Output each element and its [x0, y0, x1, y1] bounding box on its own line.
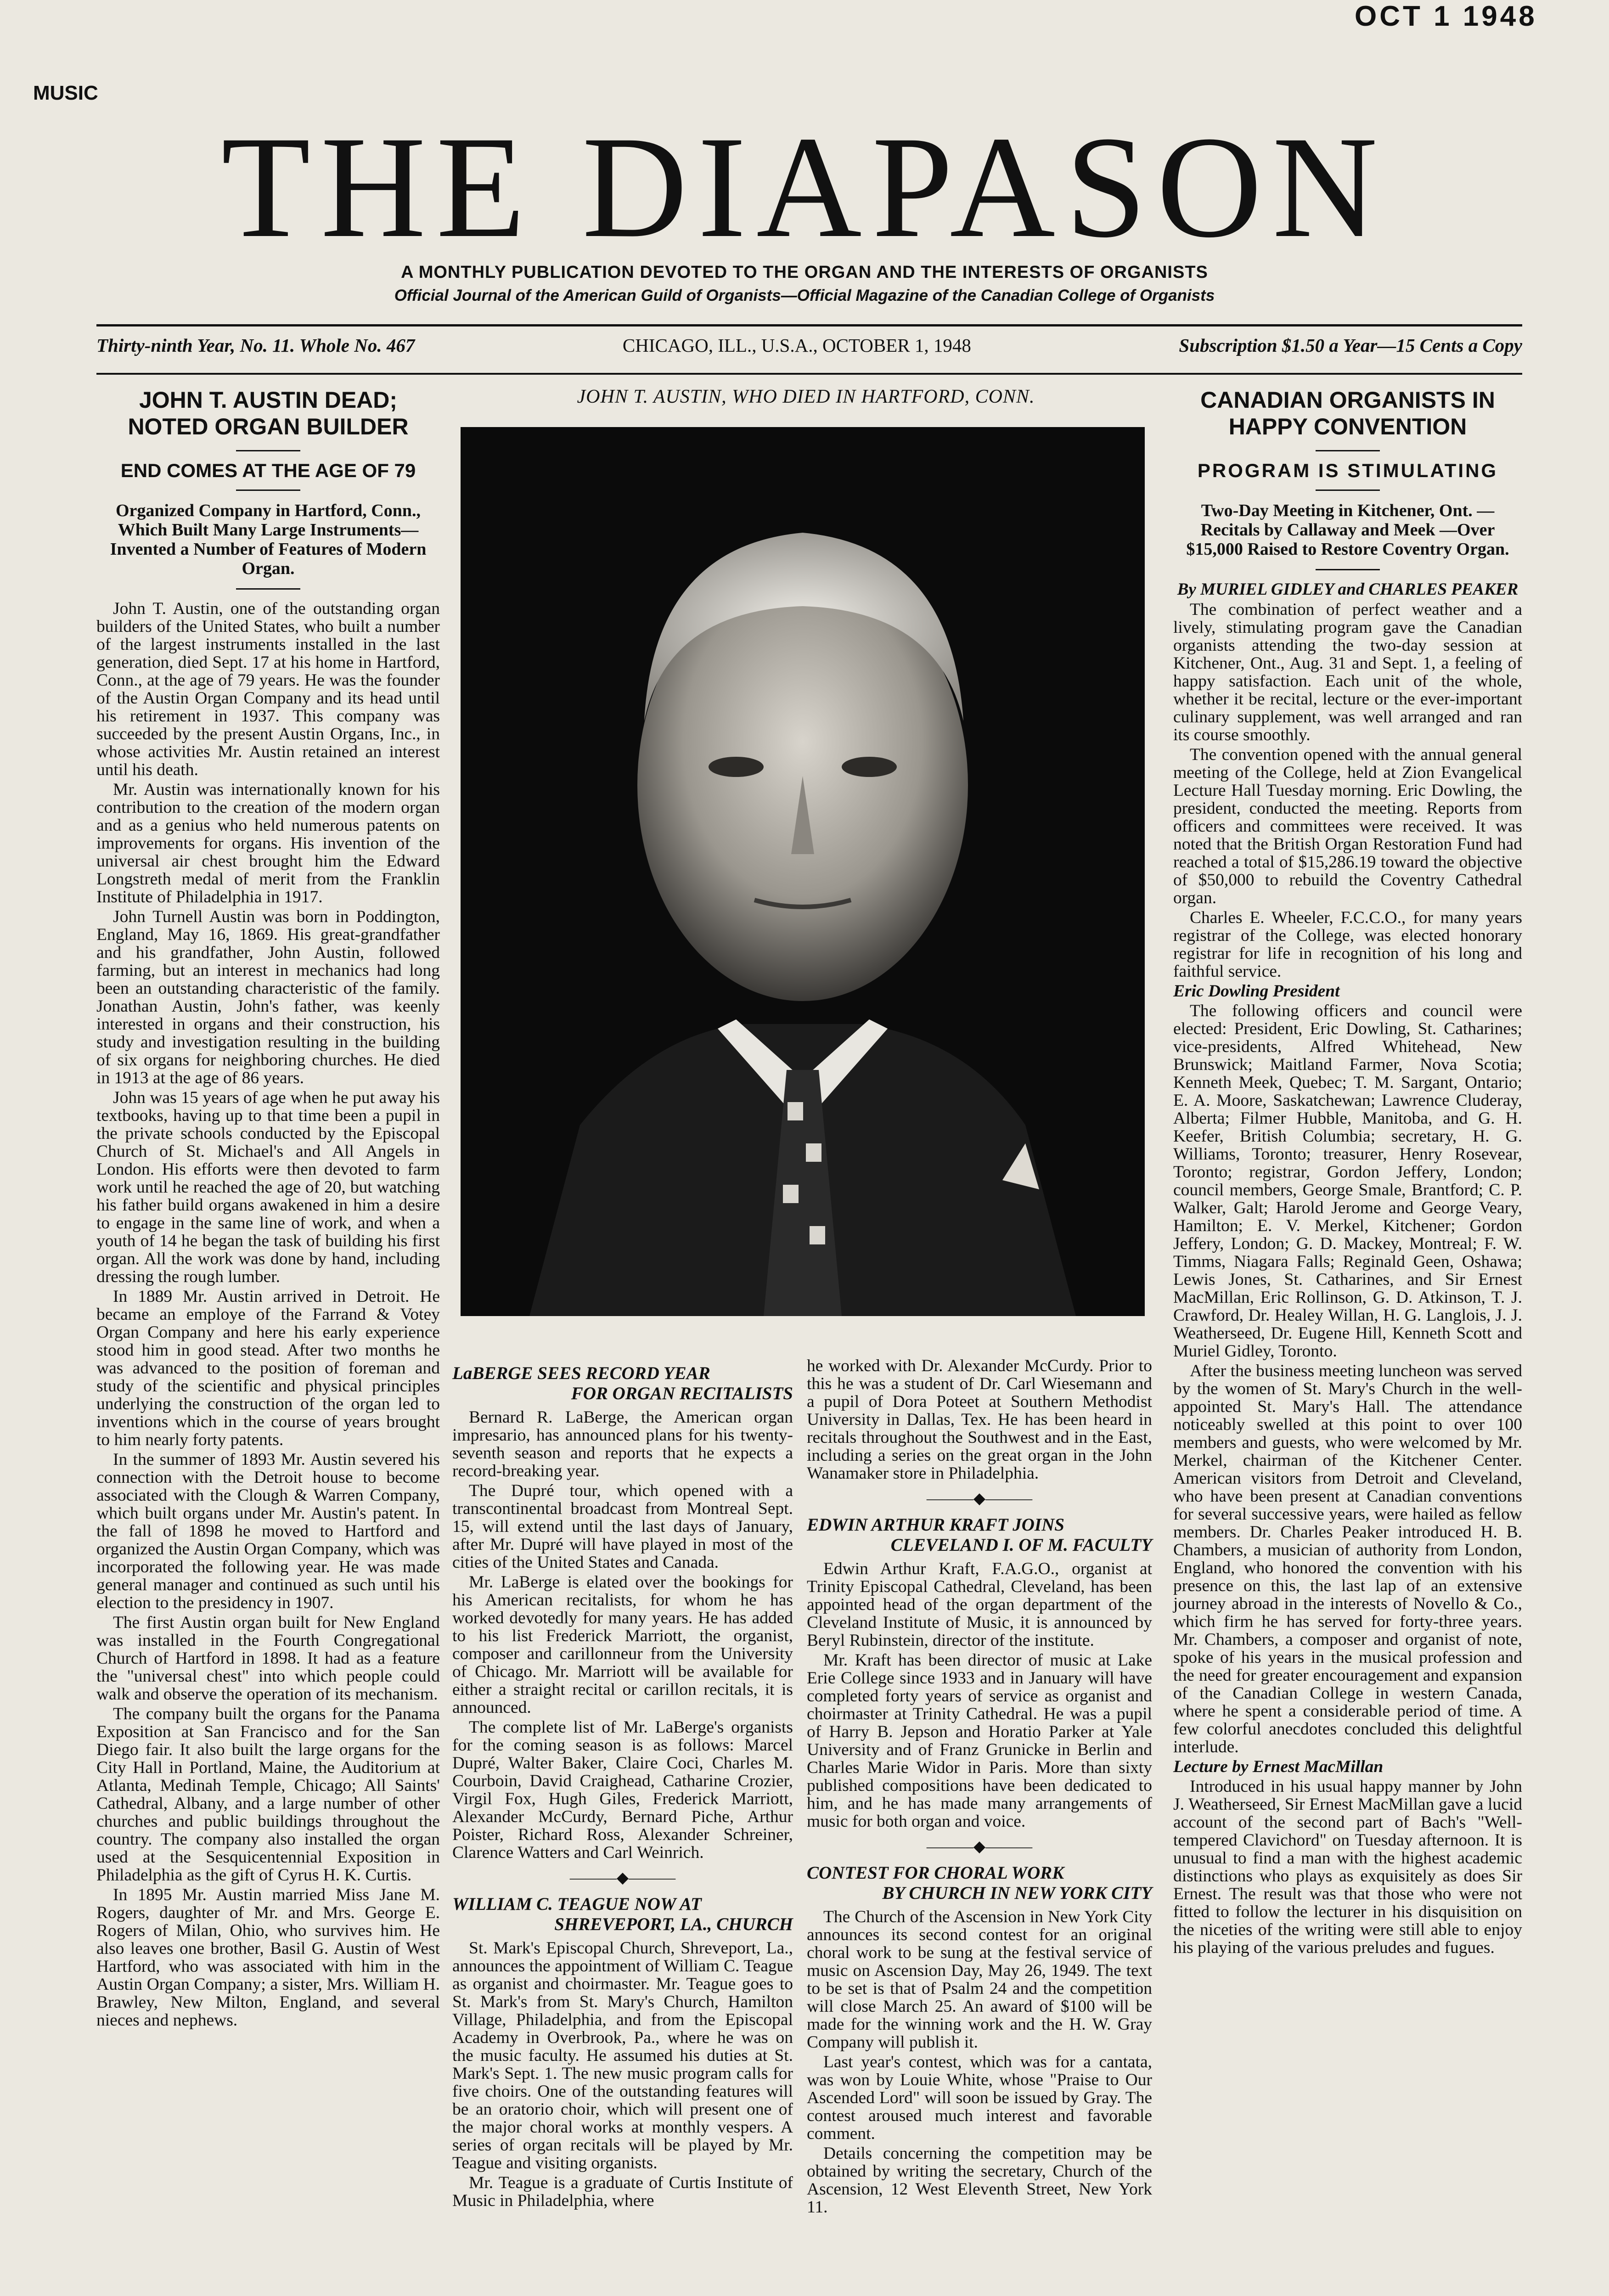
- article-paragraph: John was 15 years of age when he put away his textbooks, having up to that time been a pupil in the private schools conducted by the Episcopal Church of St. Michael's and All Angels in London. His efforts were then devoted to farm work until he reached the age of 20, but watching his father build organs awakened in him a desire to engage in the same line of work, and when a youth of 14 he began the task of building his first organ. All the work was done by hand, including dressing the rough lumber.: [96, 1088, 440, 1286]
- teague-headline: [452, 1894, 793, 1935]
- laberge-headline: [452, 1363, 793, 1404]
- kraft-headline-line1: EDWIN ARTHUR KRAFT JOINS: [807, 1515, 1064, 1535]
- divider: [236, 588, 300, 590]
- article-paragraph: Mr. Austin was internationally known for his contribution to the creation of the modern organ and as a genius who held numerous patents on improvements for organs. His invention of the universal air chest brought him the Edward Longstreth medal of merit from the Franklin Institute of Philadelphia in 1917.: [96, 780, 440, 906]
- subhead-lecture: Lecture by Ernest MacMillan: [1173, 1757, 1384, 1776]
- article-paragraph: Bernard R. LaBerge, the American organ impresario, has announced plans for his twenty-seventh season and reports that he expects a record-breaking year.: [452, 1408, 793, 1480]
- subhead-officers: Eric Dowling President: [1173, 982, 1340, 1001]
- masthead-title: THE DIAPASON: [221, 106, 1388, 268]
- article-paragraph: The complete list of Mr. LaBerge's organists for the coming season is as follows: Marcel Dupré, Walter Baker, Claire Coci, Charles M. Courboin, David Craighead, Catharine Crozier, Virgil Fox, Hugh Giles, Frederick Marriott, Alexander McCurdy, Bernard Piche, Arthur Poister, Richard Ross, Alexander Schreiner, Clarence Watters and Carl Weinrich.: [452, 1718, 793, 1862]
- dateline-bar: [96, 334, 1522, 356]
- contest-headline: [807, 1863, 1152, 1903]
- portrait-photo: [461, 427, 1145, 1316]
- article-paragraph: The following officers and council were elected: President, Eric Dowling, St. Catharines; vice-presidents, Alfred Whitehead, New Brunswick; Maitland Farmer, Nova Scotia; Kenneth Meek, Quebec; T. M. Sargant, Ontario; E. A. Moore, Saskatchewan; Lawrence Cluderay, Alberta; Filmer Hubble, Manitoba, and G. H. Keefer, British Columbia; secretary, H. G. Williams, Toronto; treasurer, Henry Rosevear, Toronto; registrar, Gordon Jeffery, London; council members, George Smale, Brantford; C. P. Walker, Galt; Harold Jerome and George Veary, Hamilton; E. V. Merkel, Kitchener; Gordon Jeffery, London; G. D. Mackey, Montreal; F. W. Timms, Niagara Falls; Reginald Geen, Oshawa; Lewis Jones, St. Catharines, and Sir Ernest MacMillan, Eric Rollinson, G. D. Atkinson, T. J. Crawford, Dr. Healey Willan, H. G. Langlois, J. J. Weatherseed, Dr. Eugene Hill, Kenneth Scott and Muriel Gidley, Toronto.: [1173, 1002, 1522, 1361]
- issue-info: Thirty-ninth Year, No. 11. Whole No. 467: [96, 335, 415, 356]
- article-paragraph: Mr. Teague is a graduate of Curtis Institute of Music in Philadelphia, where: [452, 2173, 793, 2210]
- article-paragraph: The convention opened with the annual general meeting of the College, held at Zion Evangelical Lecture Hall Tuesday morning. Eric Dowling, the president, conducted the meeting. Reports from officers and committees were received. It was noted that the British Organ Restoration Fund had reached a total of $15,286.19 toward the objective of $50,000 to rebuild the Coventry Cathedral organ.: [1173, 745, 1522, 907]
- diamond-divider: ———◆———: [926, 1838, 1033, 1855]
- divider: [236, 490, 300, 491]
- article-paragraph: Edwin Arthur Kraft, F.A.G.O., organist at Trinity Episcopal Cathedral, Cleveland, has been appointed head of the organ department of the Cleveland Institute of Music, it is announced by Beryl Rubinstein, director of the institute.: [807, 1559, 1152, 1650]
- divider: [1316, 490, 1380, 491]
- contest-headline-line2: BY CHURCH IN NEW YORK CITY: [882, 1883, 1152, 1903]
- rule-top: [96, 324, 1522, 326]
- austin-dek: Organized Company in Hartford, Conn., Which Built Many Large Instruments—Invented a Number of Features of Modern Organ.: [110, 501, 427, 578]
- article-paragraph: The Church of the Ascension in New York City announces its second contest for an original choral work to be sung at the festival service of music on Ascension Day, May 26, 1949. The text to be set is that of Psalm 24 and the competition will close March 25. An award of $100 will be made for the winning work and the H. W. Gray Company will publish it.: [807, 1908, 1152, 2052]
- diamond-divider: ———◆———: [569, 1869, 676, 1886]
- austin-article: [96, 387, 440, 2031]
- laberge-headline-line1: LaBERGE SEES RECORD YEAR: [452, 1363, 710, 1383]
- kraft-headline-line2: CLEVELAND I. OF M. FACULTY: [890, 1535, 1152, 1555]
- article-paragraph: John T. Austin, one of the outstanding organ builders of the United States, who built a number of the largest instruments installed in the last generation, died Sept. 17 at his home in Hartford, Conn., at the age of 79 years. He was the founder of the Austin Organ Company and its head until his retirement in 1937. This company was succeeded by the present Austin Organs, Inc., in whose activities Mr. Austin retained an interest until his death.: [96, 599, 440, 779]
- article-paragraph: The first Austin organ built for New England was installed in the Fourth Congregational Church of Hartford in 1898. It had as a feature the "universal chest" into which people could walk and observe the operation of its mechanism.: [96, 1613, 440, 1704]
- article-paragraph: Last year's contest, which was for a cantata, was won by Louie White, whose "Praise to Our Ascended Lord" will soon be issued by Gray. The contest aroused much interest and favorable comment.: [807, 2053, 1152, 2143]
- masthead-official-journal: Official Journal of the American Guild of Organists—Official Magazine of the Canadian College of Organists: [394, 287, 1215, 304]
- article-paragraph: Mr. Kraft has been director of music at Lake Erie College since 1933 and in January will have completed forty years of service as organist and choirmaster at Trinity Cathedral. He was a pupil of Harry B. Jepson and Horatio Parker at Yale University and of Franz Grunicke in Berlin and Charles Marie Widor in Paris. More than sixty published compositions have been dedicated to him, and he has made many arrangements of music for both organ and voice.: [807, 1651, 1152, 1831]
- article-paragraph: The combination of perfect weather and a lively, stimulating program gave the Canadian organists attending the two-day session at Kitchener, Ont., Aug. 31 and Sept. 1, a feeling of happy satisfaction. Each unit of the whole, whether it be recital, lecture or the ever-important culinary supplement, was well arranged and ran its course smoothly.: [1173, 600, 1522, 744]
- canadian-dek: Two-Day Meeting in Kitchener, Ont. —Recitals by Callaway and Meek —Over $15,000 Raised to Restore Coventry Organ.: [1186, 501, 1509, 559]
- laberge-headline-line2: FOR ORGAN RECITALISTS: [571, 1384, 793, 1403]
- date-stamp: OCT 1 1948: [1355, 0, 1537, 32]
- austin-headline: JOHN T. AUSTIN DEAD; NOTED ORGAN BUILDER: [128, 387, 409, 439]
- article-paragraph: he worked with Dr. Alexander McCurdy. Prior to this he was a student of Dr. Carl Wiesemann and a pupil of Dora Poteet at Southern Methodist University in Dallas, Tex. He has been heard in recitals throughout the Southwest and in the East, including a series on the great organ in the John Wanamaker store in Philadelphia.: [807, 1356, 1152, 1483]
- masthead-subtitle: A MONTHLY PUBLICATION DEVOTED TO THE ORGAN AND THE INTERESTS OF ORGANISTS: [401, 263, 1208, 282]
- article-paragraph: In the summer of 1893 Mr. Austin severed his connection with the Detroit house to become associated with the Clough & Warren Company, which built organs under Mr. Austin's patent. In the fall of 1898 he moved to Hartford and organized the Austin Organ Company, which was incorporated the following year. He was made general manager and continued as such until his election to the presidency in 1907.: [96, 1450, 440, 1612]
- divider: [236, 450, 300, 451]
- article-paragraph: Details concerning the competition may be obtained by writing the secretary, Church of the Ascension, 12 West Eleventh Street, New York 11.: [807, 2144, 1152, 2217]
- article-paragraph: In 1889 Mr. Austin arrived in Detroit. He became an employe of the Farrand & Votey Organ Company and here his early experience stood him in good stead. After two months he was advanced to the position of foreman and study of the scientific and physical principles underlying the construction of the organ led to inventions which in the course of years brought to him nearly forty patents.: [96, 1287, 440, 1449]
- divider: [1316, 569, 1380, 570]
- article-paragraph: The Dupré tour, which opened with a transcontinental broadcast from Montreal Sept. 15, will extend until the last days of January, after Mr. Dupré will have played in most of the cities of the United States and Canada.: [452, 1481, 793, 1572]
- article-paragraph: The company built the organs for the Panama Exposition at San Francisco and for the San Diego fair. It also built the large organs for the City Hall in Portland, Maine, the Auditorium at Atlanta, Medinah Temple, Chicago; All Saints' Cathedral, Albany, and a large number of other churches and public buildings throughout the country. The company also installed the organ used at the Sesquicentennial Exposition in Philadelphia as the gift of Cyrus H. K. Curtis.: [96, 1705, 440, 1885]
- article-paragraph: John Turnell Austin was born in Poddington, England, May 16, 1869. His great-grandfather and his grandfather, John Austin, followed farming, but an interest in mechanics had long been an outstanding characteristic of the family. Jonathan Austin, John's father, was keenly interested in organs and their construction, his study and investigation resulting in the building of six organs for neighboring churches. He died in 1913 at the age of 86 years.: [96, 907, 440, 1087]
- dateline: CHICAGO, ILL., U.S.A., OCTOBER 1, 1948: [622, 335, 971, 356]
- contest-headline-line1: CONTEST FOR CHORAL WORK: [807, 1863, 1064, 1883]
- rule-bottom: [96, 373, 1522, 375]
- kraft-headline: [807, 1515, 1152, 1555]
- article-paragraph: Introduced in his usual happy manner by John J. Weatherseed, Sir Ernest MacMillan gave a lucid account of the second part of Bach's "Well-tempered Clavichord" on Tuesday afternoon. It is unusual to find a man with the highest academic distinctions who plays as exquisitely as does Sir Ernest. The result was that those who were not fitted to follow the lecturer in his disquisition on the niceties of the writing were still able to enjoy his playing of the various preludes and fugues.: [1173, 1777, 1522, 1957]
- article-paragraph: In 1895 Mr. Austin married Miss Jane M. Rogers, daughter of Mr. and Mrs. George E. Rogers of Milan, Ohio, who survives him. He also leaves one brother, Basil G. Austin of West Hartford, who was associated with him in the Austin Organ Company; a sister, Mrs. William H. Brawley, New Milton, England, and several nieces and nephews.: [96, 1885, 440, 2030]
- austin-deck: END COMES AT THE AGE OF 79: [120, 460, 416, 481]
- article-paragraph: Charles E. Wheeler, F.C.C.O., for many years registrar of the College, was elected honorary registrar for life in recognition of his long and faithful service.: [1173, 908, 1522, 981]
- diamond-divider: ———◆———: [926, 1490, 1033, 1507]
- column-middle-left: [452, 1357, 793, 2212]
- subscription-price: Subscription $1.50 a Year—15 Cents a Copy: [1179, 335, 1522, 356]
- photo-caption: JOHN T. AUSTIN, WHO DIED IN HARTFORD, CONN.: [577, 386, 1035, 407]
- article-paragraph: St. Mark's Episcopal Church, Shreveport, La., announces the appointment of William C. Teague as organist and choirmaster. Mr. Teague goes to St. Mark's from St. Mary's Church, Hamilton Village, Philadelphia, and from the Episcopal Academy in Overbrook, Pa., where he was on the music faculty. He assumed his duties at St. Mark's Sept. 1. The new music program calls for five choirs. One of the outstanding features will be an oratorio choir, which will present one of the major choral works at monthly vespers. A series of organ recitals will be played by Mr. Teague and visiting organists.: [452, 1939, 793, 2172]
- portrait-illustration: [461, 427, 1145, 1316]
- library-stamp: MUSIC: [33, 82, 98, 104]
- article-paragraph: After the business meeting luncheon was served by the women of St. Mary's Church in the well-appointed St. Mary's Hall. The attendance noticeably swelled at this point to over 100 members and guests, who were welcomed by Mr. Merkel, chairman of the Kitchener Center. American visitors from Detroit and Cleveland, who have been present at Canadian conventions for several successive years, were hailed as fellow members. Dr. Charles Peaker introduced H. B. Chambers, a musician of authority from London, England, who honored the convention with his presence on this, the last lap of an extensive journey abroad in the interests of Novello & Co., which firm he has served for forty-three years. Mr. Chambers, a composer and organist of note, spoke of his years in the musical profession and the need for greater encouragement and expansion of the Canadian College in western Canada, where he spent a considerable period of time. A few colorful anecdotes concluded this delightful interlude.: [1173, 1362, 1522, 1756]
- article-paragraph: Mr. LaBerge is elated over the bookings for his American recitalists, for whom he has worked devotedly for many years. He has added to his list Frederick Marriott, the organist, composer and carillonneur from the University of Chicago. Mr. Marriott will be available for either a straight recital or carillon recitals, it is announced.: [452, 1573, 793, 1717]
- canadian-deck: PROGRAM IS STIMULATING: [1197, 460, 1498, 481]
- canadian-headline: CANADIAN ORGANISTS IN HAPPY CONVENTION: [1200, 387, 1495, 439]
- divider: [1316, 450, 1380, 451]
- canadian-article: [1173, 387, 1522, 1958]
- teague-headline-line2: SHREVEPORT, LA., CHURCH: [554, 1914, 793, 1934]
- teague-headline-line1: WILLIAM C. TEAGUE NOW AT: [452, 1894, 702, 1914]
- canadian-byline: By MURIEL GIDLEY and CHARLES PEAKER: [1177, 580, 1519, 599]
- column-middle-right: [807, 1357, 1152, 2218]
